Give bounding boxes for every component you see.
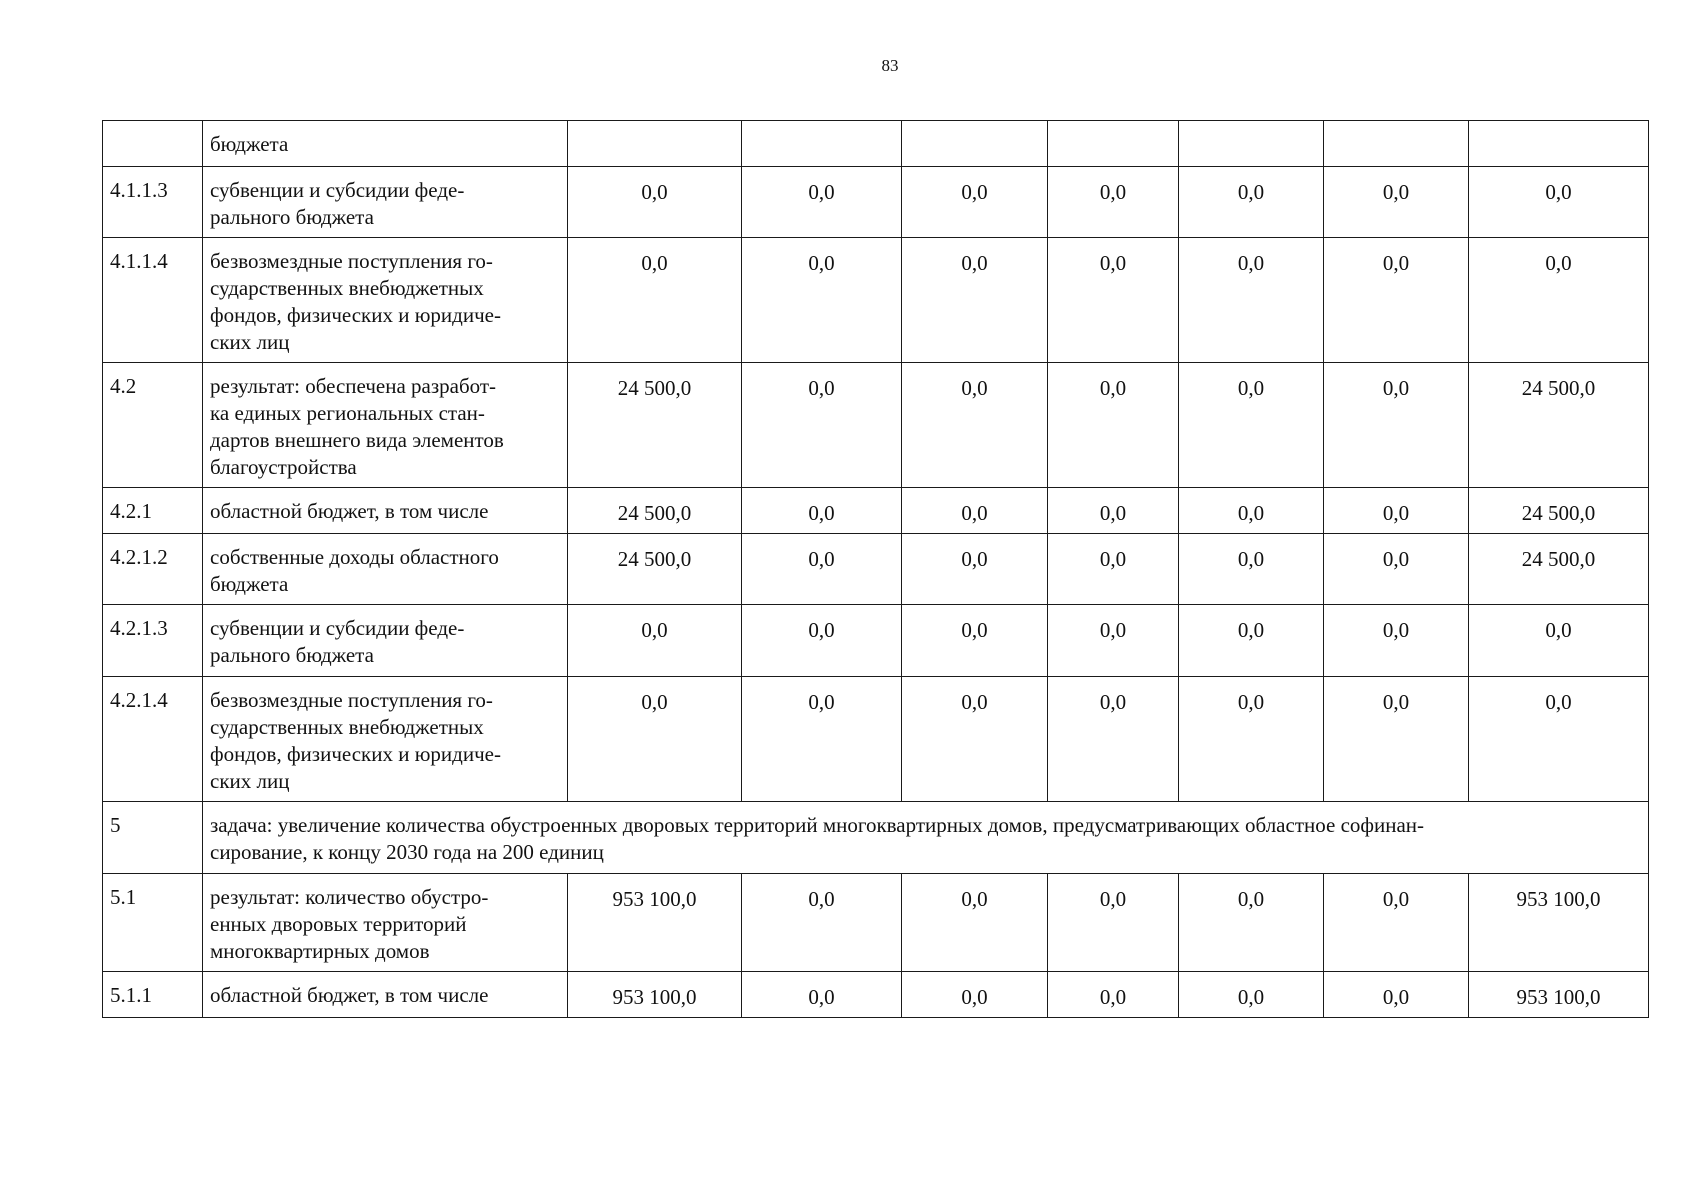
row-value: 0,0 <box>568 605 742 677</box>
row-value: 0,0 <box>902 167 1048 238</box>
row-value: 0,0 <box>1179 167 1324 238</box>
table-row <box>103 238 1649 363</box>
row-value: 0,0 <box>902 534 1048 605</box>
page-number: 83 <box>881 56 899 75</box>
table-row <box>103 874 1649 972</box>
row-description: бюджета <box>203 121 568 167</box>
row-value: 0,0 <box>1179 488 1324 534</box>
row-value: 0,0 <box>1048 534 1179 605</box>
row-value: 953 100,0 <box>568 972 742 1018</box>
row-code: 4.1.1.4 <box>103 238 203 363</box>
row-value <box>568 121 742 167</box>
row-value: 0,0 <box>1324 534 1469 605</box>
row-description: результат: количество обустро- енных дворовых территорий многоквартирных домов <box>203 874 568 972</box>
row-value: 0,0 <box>742 534 902 605</box>
row-description: областной бюджет, в том числе <box>203 488 568 534</box>
row-value <box>1179 121 1324 167</box>
row-value: 24 500,0 <box>568 534 742 605</box>
table-row <box>103 167 1649 238</box>
row-value: 0,0 <box>902 488 1048 534</box>
row-description: субвенции и субсидии феде- рального бюджета <box>203 605 568 677</box>
row-value: 0,0 <box>902 238 1048 363</box>
row-code: 4.2.1.3 <box>103 605 203 677</box>
table-row <box>103 802 1649 874</box>
row-value: 0,0 <box>1469 677 1649 802</box>
row-value: 953 100,0 <box>568 874 742 972</box>
table-row <box>103 488 1649 534</box>
row-value: 0,0 <box>742 605 902 677</box>
row-value: 24 500,0 <box>568 488 742 534</box>
row-value: 0,0 <box>902 874 1048 972</box>
row-description: результат: обеспечена разработ- ка единых региональных стан- дартов внешнего вида элементов благоустройства <box>203 363 568 488</box>
table-body <box>103 121 1649 1018</box>
row-code: 4.2.1 <box>103 488 203 534</box>
row-description: задача: увеличение количества обустроенных дворовых территорий многоквартирных домов, предусматривающих областное софинан- сирование, к концу 2030 года на 200 единиц <box>203 802 1649 874</box>
row-value: 953 100,0 <box>1469 972 1649 1018</box>
row-value: 0,0 <box>742 167 902 238</box>
row-value: 0,0 <box>1324 363 1469 488</box>
row-code: 5.1.1 <box>103 972 203 1018</box>
row-value: 0,0 <box>1048 874 1179 972</box>
row-value: 0,0 <box>902 677 1048 802</box>
row-value: 0,0 <box>902 605 1048 677</box>
row-description: субвенции и субсидии феде- рального бюджета <box>203 167 568 238</box>
row-value: 0,0 <box>1324 488 1469 534</box>
row-value: 0,0 <box>902 363 1048 488</box>
row-code: 4.2.1.4 <box>103 677 203 802</box>
row-code: 4.1.1.3 <box>103 167 203 238</box>
row-value: 0,0 <box>1048 363 1179 488</box>
row-description: безвозмездные поступления го- сударственных внебюджетных фондов, физических и юридиче- ских лиц <box>203 677 568 802</box>
row-value <box>742 121 902 167</box>
table-row <box>103 972 1649 1018</box>
row-value: 953 100,0 <box>1469 874 1649 972</box>
row-value: 0,0 <box>1179 677 1324 802</box>
row-code: 5 <box>103 802 203 874</box>
row-value: 0,0 <box>1048 605 1179 677</box>
row-value: 0,0 <box>568 677 742 802</box>
row-value: 0,0 <box>1179 534 1324 605</box>
row-value: 0,0 <box>568 167 742 238</box>
row-code: 5.1 <box>103 874 203 972</box>
row-value <box>1469 121 1649 167</box>
row-value <box>902 121 1048 167</box>
row-value: 0,0 <box>1179 238 1324 363</box>
row-value: 24 500,0 <box>1469 488 1649 534</box>
row-code: 4.2.1.2 <box>103 534 203 605</box>
row-value: 24 500,0 <box>1469 534 1649 605</box>
row-value: 0,0 <box>742 488 902 534</box>
row-value: 24 500,0 <box>568 363 742 488</box>
table-row <box>103 605 1649 677</box>
row-value: 0,0 <box>742 874 902 972</box>
row-value: 0,0 <box>742 677 902 802</box>
row-value: 0,0 <box>1324 972 1469 1018</box>
row-code: 4.2 <box>103 363 203 488</box>
table-row <box>103 534 1649 605</box>
row-value: 0,0 <box>1324 167 1469 238</box>
row-value: 0,0 <box>902 972 1048 1018</box>
row-value: 0,0 <box>1048 488 1179 534</box>
row-description: собственные доходы областного бюджета <box>203 534 568 605</box>
row-value: 0,0 <box>1048 677 1179 802</box>
row-value: 24 500,0 <box>1469 363 1649 488</box>
budget-table <box>102 120 1649 1018</box>
row-value: 0,0 <box>1324 874 1469 972</box>
row-description: областной бюджет, в том числе <box>203 972 568 1018</box>
row-value: 0,0 <box>1324 605 1469 677</box>
table-row <box>103 363 1649 488</box>
row-value: 0,0 <box>1324 677 1469 802</box>
row-value: 0,0 <box>1179 605 1324 677</box>
row-value: 0,0 <box>1179 363 1324 488</box>
row-value: 0,0 <box>742 363 902 488</box>
row-value: 0,0 <box>1469 605 1649 677</box>
row-value: 0,0 <box>1048 167 1179 238</box>
row-value: 0,0 <box>1179 874 1324 972</box>
row-value: 0,0 <box>742 972 902 1018</box>
table-row <box>103 677 1649 802</box>
row-value: 0,0 <box>1179 972 1324 1018</box>
row-value: 0,0 <box>742 238 902 363</box>
row-value: 0,0 <box>1469 167 1649 238</box>
row-value <box>1048 121 1179 167</box>
row-value <box>1324 121 1469 167</box>
table-row <box>103 121 1649 167</box>
row-value: 0,0 <box>1048 972 1179 1018</box>
row-description: безвозмездные поступления го- сударственных внебюджетных фондов, физических и юридиче- ских лиц <box>203 238 568 363</box>
row-value: 0,0 <box>1048 238 1179 363</box>
row-code <box>103 121 203 167</box>
row-value: 0,0 <box>568 238 742 363</box>
row-value: 0,0 <box>1469 238 1649 363</box>
row-value: 0,0 <box>1324 238 1469 363</box>
